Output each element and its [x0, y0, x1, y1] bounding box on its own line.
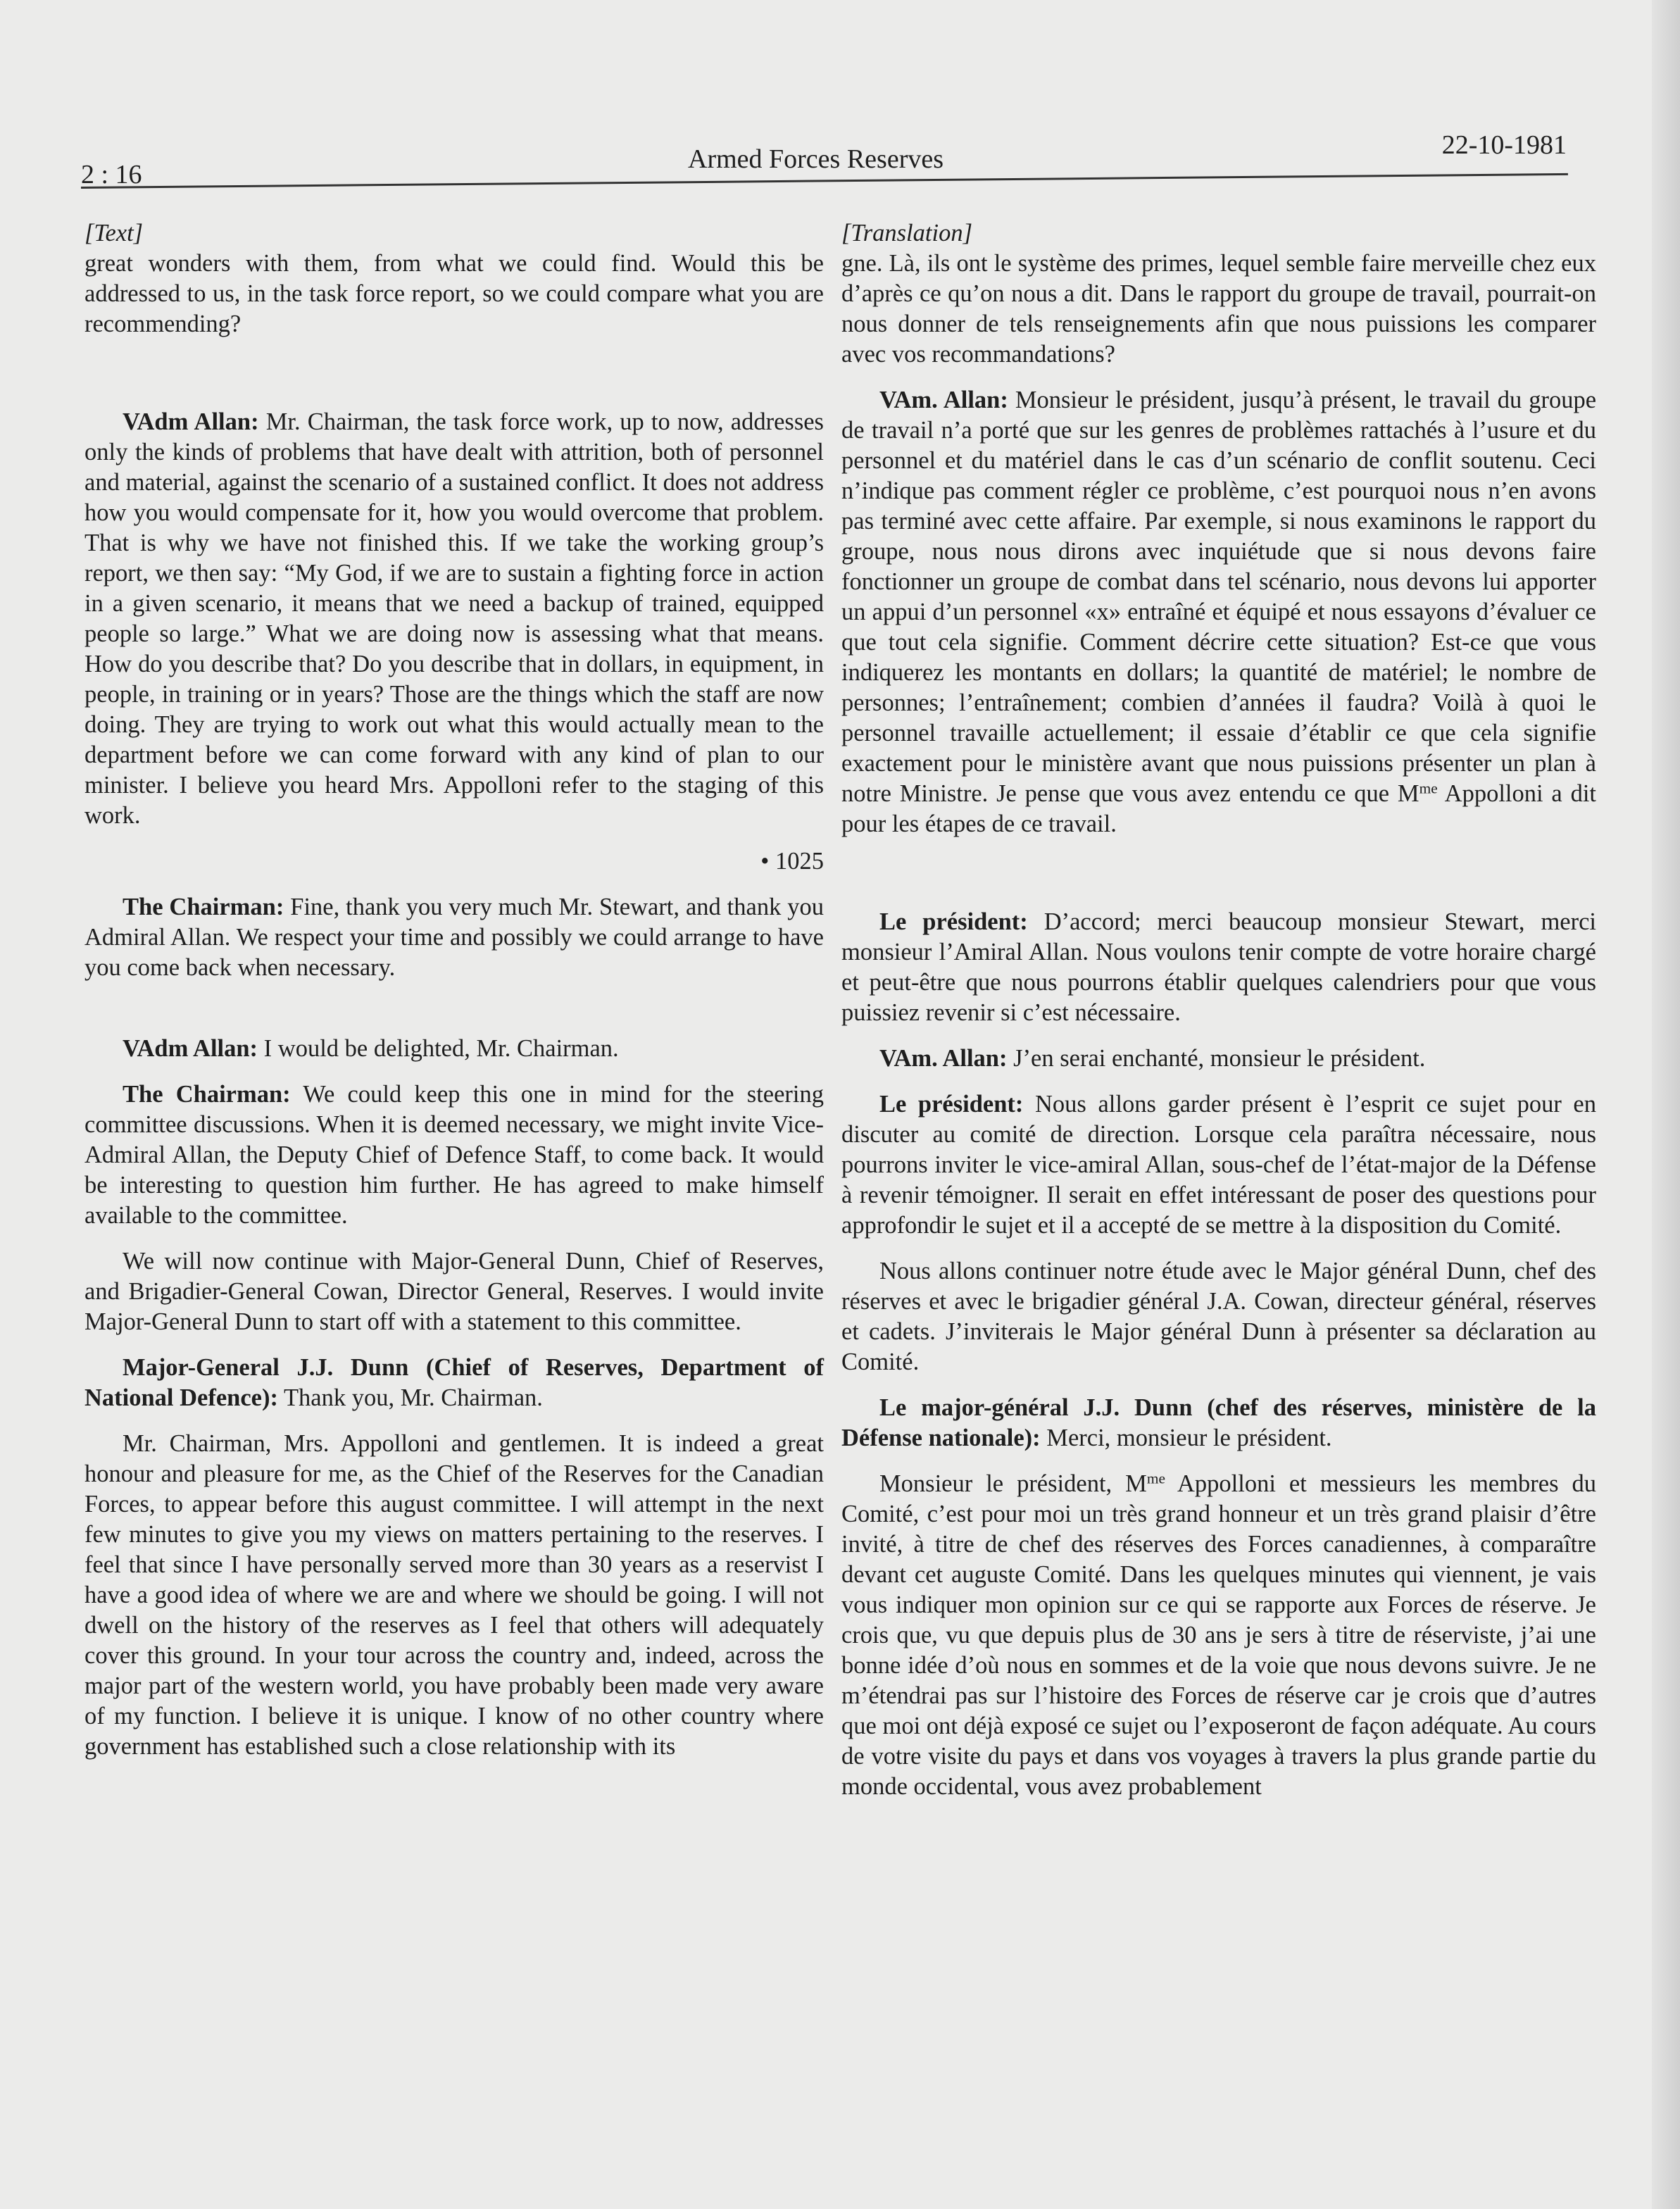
paragraph-text: Mr. Chairman, Mrs. Appolloni and gentlemen. It is indeed a great honour and pleasure for me, as the Chief of the Reserves for the Canadian Forces, to appear before this august committee. I will attempt in the next few minutes to give you my views on matters pertaining to the reserves. I feel that since I have personally served more than 30 years as a reservist I have a good idea of where we are and where we should be going. I will not dwell on the history of the reserves as I feel that others will adequately cover this ground. In your tour across the country and, indeed, across the major part of the western world, you have probably been made very aware of my function. I believe it is unique. I know of no other country where government has established such a close relationship with its — [84, 1430, 824, 1760]
paragraph — [841, 249, 1596, 370]
paragraph-text: Thank you, Mr. Chairman. — [277, 1384, 543, 1411]
paragraph — [84, 892, 824, 983]
paragraph — [84, 1429, 824, 1762]
speaker-name: Le président: — [879, 908, 1028, 935]
language-label-text: [Text] — [84, 220, 144, 246]
language-label-translation: [Translation] — [841, 220, 972, 246]
paragraph — [84, 1246, 824, 1337]
paragraph-text: Nous allons continuer notre étude avec le Major général Dunn, chef des réserves et avec le brigadier général J.A. Cowan, directeur général, réserves et cadets. J’inviterais le Major général Dunn à présenter sa déclaration au Comité. — [841, 1258, 1596, 1375]
header-date: 22-10-1981 — [1441, 130, 1567, 160]
page-edge-shadow — [1652, 0, 1680, 2209]
speaker-name: Le major-général J.J. Dunn (chef des réserves, ministère de la Défense nationale): — [841, 1394, 1596, 1451]
paragraph — [841, 1089, 1596, 1241]
paragraph-text: We will now continue with Major-General Dunn, Chief of Reserves, and Brigadier-General Cowan, Director General, Reserves. I would invite Major-General Dunn to start off with a statement to this committee. — [84, 1248, 824, 1335]
paragraph-text: Nous allons garder présent è l’esprit ce sujet pour en discuter au comité de direction. Lorsque cela paraîtra nécessaire, nous pourrons inviter le vice-amiral Allan, sous-chef de l’état-major de la Défense à revenir témoigner. Il serait en effet intéressant de poser des questions pour approfondir le sujet et il a accepté de se mettre à la disposition du Comité. — [841, 1091, 1596, 1239]
paragraph-text: J’en serai enchanté, monsieur le président. — [1007, 1045, 1426, 1072]
paragraph-text: D’accord; merci beaucoup monsieur Stewart, merci monsieur l’Amiral Allan. Nous voulons tenir compte de votre horaire chargé et peut-être que nous pourrons établir quelques calendriers pour que vous puissiez revenir si c’est nécessaire. — [841, 908, 1596, 1026]
paragraph — [84, 1353, 824, 1413]
speaker-name: Major-General J.J. Dunn (Chief of Reserves, Department of National Defence): — [84, 1354, 824, 1411]
paragraph-text: great wonders with them, from what we could find. Would this be addressed to us, in the task force report, so we could compare what you are recommending? — [84, 250, 824, 337]
paragraph-text: We could keep this one in mind for the steering committee discussions. When it is deemed necessary, we might invite Vice-Admiral Allan, the Deputy Chief of Defence Staff, to come back. It would be interesting to question him further. He has agreed to make himself available to the committee. — [84, 1081, 824, 1229]
paragraph — [84, 1080, 824, 1231]
paragraph-text: Fine, thank you very much Mr. Stewart, and thank you Admiral Allan. We respect your time and possibly we could arrange to have you come back when necessary. — [84, 894, 824, 981]
paragraph — [841, 1256, 1596, 1377]
speaker-name: VAdm Allan: — [123, 1035, 258, 1062]
paragraph-text: Monsieur le président, M — [879, 1470, 1147, 1497]
paragraph — [841, 907, 1596, 1028]
paragraph — [84, 407, 824, 831]
french-column — [841, 218, 1596, 1817]
superscript: me — [1146, 1470, 1165, 1487]
speaker-name: The Chairman: — [123, 894, 284, 920]
page-header — [81, 128, 1567, 192]
page-number: 2 : 16 — [81, 160, 142, 189]
running-title: Armed Forces Reserves — [688, 144, 944, 174]
speaker-name: VAm. Allan: — [879, 1045, 1008, 1072]
paragraph — [84, 249, 824, 339]
english-column — [84, 218, 824, 1777]
speaker-name: VAm. Allan: — [879, 387, 1008, 413]
paragraph-text: Merci, monsieur le président. — [1040, 1425, 1332, 1451]
paragraph-text: Monsieur le président, jusqu’à présent, le travail du groupe de travail n’a porté que sur les genres de problèmes rattachés à l’usure et du personnel et du matériel dans le cas d’un scénario de conflit soutenu. Ceci n’indique pas comment régler ce problème, c’est pourquoi nous n’en avons pas terminé avec cette affaire. Par exemple, si nous examinons le rapport du groupe, nous nous dirons avec inquiétude que si nous devons faire fonctionner un groupe de combat dans tel scénario, nous devons lui apporter un appui d’un personnel «x» entraîné et équipé et nous essayons d’évaluer ce que tout cela signifie. Comment décrire cette situation? Est-ce que vous indiquerez les montants en dollars; la quantité de matériel; le nombre de personnes; l’entraînement; combien d’années il faudra? Voilà à quoi le personnel travaille actuellement; il essaie d’établir ce que cela signifie exactement pour le ministère avant que nous puissions présenter un plan à notre Ministre. Je pense que vous avez entendu ce que M — [841, 387, 1597, 807]
paragraph-text: I would be delighted, Mr. Chairman. — [258, 1035, 619, 1062]
paragraph — [841, 385, 1596, 839]
speaker-name: The Chairman: — [123, 1081, 291, 1108]
paragraph-text: gne. Là, ils ont le système des primes, lequel semble faire merveille chez eux d’après ce qu’on nous a dit. Dans le rapport du groupe de travail, pourrait-on nous donner de tels renseignements afin que nous puissions les comparer avec vos recommandations? — [841, 250, 1596, 368]
time-marker: • 1025 — [760, 848, 824, 875]
speaker-name: VAdm Allan: — [123, 408, 259, 435]
paragraph — [84, 1034, 824, 1064]
paragraph-text: Appolloni et messieurs les membres du Comité, c’est pour moi un très grand honneur et un très grand plaisir d’être invité, à titre de chef des réserves des Forces canadiennes, à comparaître devant cet auguste Comité. Dans les quelques minutes qui viennent, je vais vous indiquer mon opinion sur ce qui se rapporte aux Forces de réserve. Je crois que, vu que depuis plus de 30 ans je sers à titre de réserviste, j’ai une bonne idée d’où nous en sommes et de la voie que nous devons suivre. Je ne m’étendrai pas sur l’histoire des Forces de réserve car je crois que d’autres que moi ont déjà exposé ce sujet ou l’exposeront de façon adéquate. Au cours de votre visite du pays et dans vos voyages à travers la plus grande partie du monde occidental, vous avez probablement — [841, 1470, 1597, 1800]
paragraph — [841, 1469, 1596, 1802]
speaker-name: Le président: — [879, 1091, 1024, 1118]
superscript: me — [1419, 780, 1438, 797]
paragraph-text: Appolloni a dit pour les étapes de ce travail. — [841, 780, 1597, 837]
paragraph — [841, 1393, 1596, 1453]
paragraph — [841, 1044, 1596, 1074]
paragraph-text: Mr. Chairman, the task force work, up to now, addresses only the kinds of problems that have dealt with attrition, both of personnel and material, against the scenario of a sustained conflict. It does not address how you would compensate for it, how you would overcome that problem. That is why we have not finished this. If we take the working group’s report, we then say: “My God, if we are to sustain a fighting force in action in a given scenario, it means that we need a backup of trained, equipped people so large.” What we are doing now is assessing what that means. How do you describe that? Do you describe that in dollars, in equipment, in people, in training or in years? Those are the things which the staff are now doing. They are trying to work out what this would actually mean to the department before we can come forward with any kind of plan to our minister. I believe you heard Mrs. Appolloni refer to the staging of this work. — [84, 408, 824, 829]
